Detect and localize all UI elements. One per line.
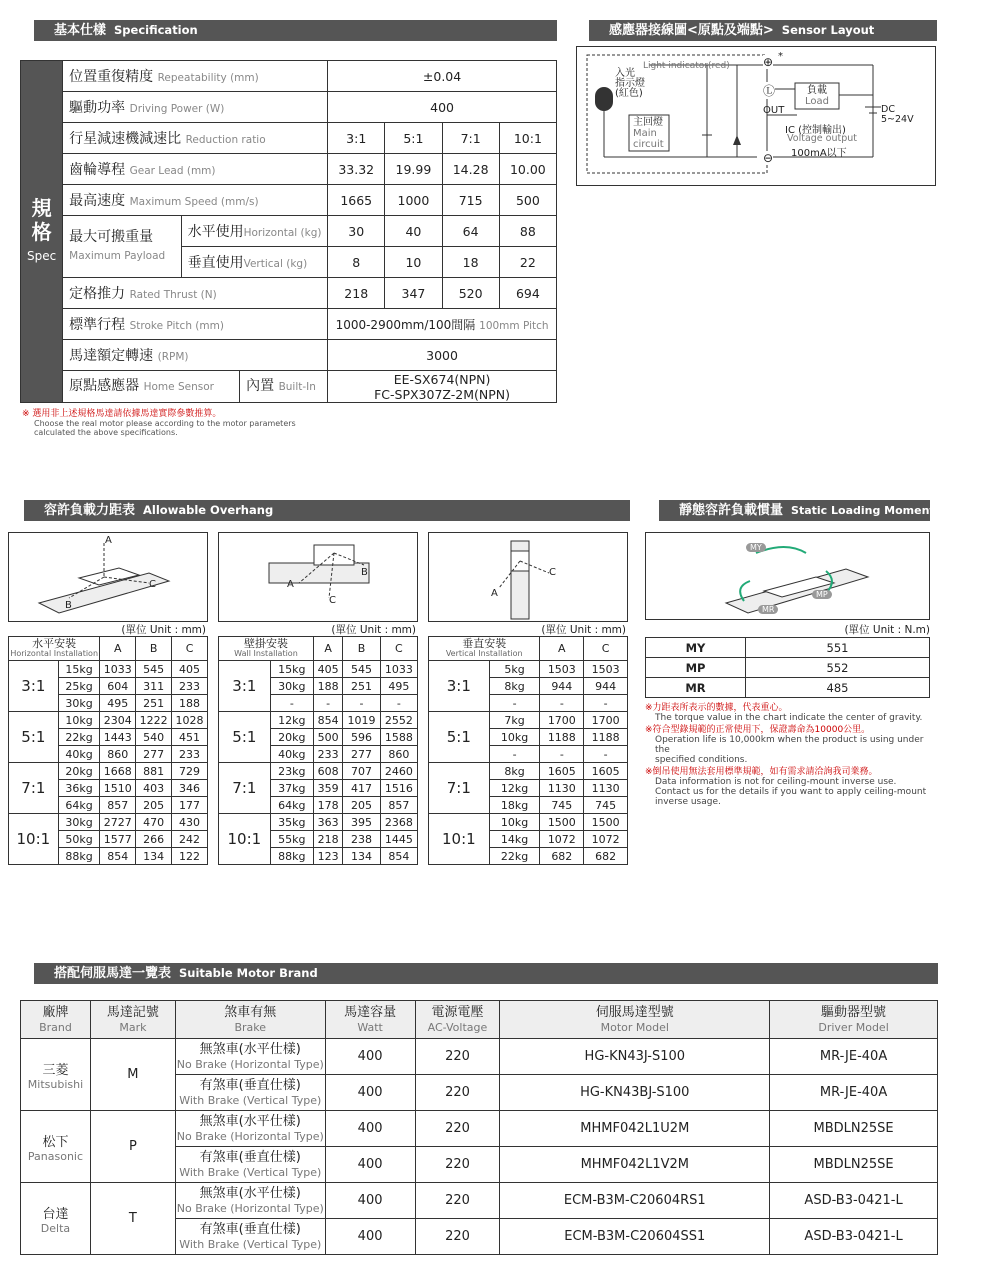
motor-col-header: 馬達記號 Mark <box>90 1001 175 1039</box>
value-cell: 1605 <box>584 763 628 780</box>
spec-header <box>20 20 557 41</box>
brand-cell: 台達 Delta <box>21 1183 91 1255</box>
sensor-header: 感應器接線圖<原點及端點> Sensor Layout <box>575 20 937 41</box>
sensor-vout-label: Voltage output <box>787 133 857 144</box>
repeat-value: ±0.04 <box>328 61 557 92</box>
value-cell: - <box>380 695 417 712</box>
watt-cell: 400 <box>325 1219 415 1255</box>
spec-side-label: 規 格 Spec <box>21 61 63 403</box>
value-cell: 277 <box>136 746 172 763</box>
sensor-out-label: OUT <box>763 105 785 116</box>
horizontal-overhang-table <box>8 636 208 865</box>
value-cell: 2368 <box>380 814 417 831</box>
value-cell: 1188 <box>584 729 628 746</box>
value-cell: 218 <box>313 831 342 848</box>
value-cell: 451 <box>172 729 208 746</box>
stroke-value: 1000-2900mm/100間隔 100mm Pitch <box>328 309 557 340</box>
ratio-cell: 10:1 <box>9 814 59 865</box>
brake-cell: 有煞車(垂直仕樣) With Brake (Vertical Type) <box>175 1075 325 1111</box>
fig-label-a: A <box>287 579 294 590</box>
value-cell: 860 <box>100 746 136 763</box>
load-cell: 88kg <box>58 848 100 865</box>
load-terminal-icon: Ⓛ <box>763 84 776 98</box>
driver-model-cell: MBDLN25SE <box>770 1147 938 1183</box>
value-cell: 857 <box>100 797 136 814</box>
sensor-ma-label: 100mA以下 <box>791 148 847 159</box>
sensor-main-circuit: 主回燈 Main circuit <box>633 117 664 150</box>
value-cell: 417 <box>343 780 380 797</box>
value-cell: 2552 <box>380 712 417 729</box>
moment-figure <box>645 532 930 620</box>
load-cell: 64kg <box>270 797 313 814</box>
value-cell: 854 <box>380 848 417 865</box>
motor-model-cell: HG-KN43J-S100 <box>500 1039 770 1075</box>
brake-cell: 有煞車(垂直仕樣) With Brake (Vertical Type) <box>175 1219 325 1255</box>
value-cell: 857 <box>380 797 417 814</box>
value-cell: 359 <box>313 780 342 797</box>
driver-model-cell: MBDLN25SE <box>770 1111 938 1147</box>
ratio-cell: 10:1 <box>219 814 271 865</box>
value-cell: 405 <box>313 661 342 678</box>
value-cell: 233 <box>172 746 208 763</box>
payload-h-value: 40 <box>385 216 442 247</box>
unit-label: (單位 Unit : mm) <box>541 624 626 636</box>
moment-key: MR <box>646 678 746 698</box>
value-cell: - <box>584 695 628 712</box>
value-cell: 1130 <box>584 780 628 797</box>
sensor-light-zh: 入光 指示燈 (紅色) <box>615 68 645 99</box>
load-cell: 5kg <box>489 661 540 678</box>
lead-value: 14.28 <box>442 154 499 185</box>
value-cell: 233 <box>313 746 342 763</box>
vertical-overhang-table <box>428 636 628 865</box>
ratio-cell: 7:1 <box>219 763 271 814</box>
value-cell: 123 <box>313 848 342 865</box>
payload-v-value: 18 <box>442 247 499 278</box>
load-cell: 37kg <box>270 780 313 797</box>
value-cell: 2304 <box>100 712 136 729</box>
value-cell: 1588 <box>380 729 417 746</box>
value-cell: - <box>584 746 628 763</box>
value-cell: 363 <box>313 814 342 831</box>
spec-header-en: Specification <box>114 23 198 37</box>
ratio-cell: 5:1 <box>219 712 271 763</box>
value-cell: 233 <box>172 678 208 695</box>
load-cell: 23kg <box>270 763 313 780</box>
power-value: 400 <box>328 92 557 123</box>
motor-header: 搭配伺服馬達一覽表 Suitable Motor Brand <box>20 963 938 984</box>
load-cell: 30kg <box>270 678 313 695</box>
load-cell: 18kg <box>489 797 540 814</box>
moment-value: 551 <box>746 638 930 658</box>
moment-table <box>645 637 930 698</box>
brake-cell: 有煞車(垂直仕樣) With Brake (Vertical Type) <box>175 1147 325 1183</box>
value-cell: 1700 <box>584 712 628 729</box>
home-label: 原點感應器 Home Sensor 內置 Built-In <box>63 371 328 403</box>
power-label: 驅動功率 Driving Power (W) <box>63 92 328 123</box>
driver-model-cell: ASD-B3-0421-L <box>770 1183 938 1219</box>
load-cell: - <box>270 695 313 712</box>
vertical-install-figure <box>428 532 628 622</box>
value-cell: 1130 <box>540 780 584 797</box>
table-header: 壁掛安裝 Wall Installation <box>219 637 314 661</box>
plus-terminal-icon: ⊕ <box>763 55 774 69</box>
fig-label-c: C <box>549 567 556 578</box>
ratio-value: 7:1 <box>442 123 499 154</box>
value-cell: 242 <box>172 831 208 848</box>
motor-col-header: 驅動器型號 Driver Model <box>770 1001 938 1039</box>
motor-model-cell: ECM-B3M-C20604RS1 <box>500 1183 770 1219</box>
value-cell: 682 <box>584 848 628 865</box>
value-cell: 729 <box>172 763 208 780</box>
load-cell: 64kg <box>58 797 100 814</box>
value-cell: 266 <box>136 831 172 848</box>
moment-notes: ※力距表所表示的數據，代表重心。 The torque value in the chart indicate the center of gravity. ※符合型錄規範的正常使用下，保證壽命為10000公里。 Operation life is 10,000km when the product is using under the specified conditions. ※倒吊使用無法套用標準規範，如有需求請洽詢我司業務。 Data information is not for ceiling-mount inverse use. Contact us for the details if you want to apply ceiling-mount inverse usage. <box>645 703 927 807</box>
load-cell: 20kg <box>58 763 100 780</box>
watt-cell: 400 <box>325 1075 415 1111</box>
motor-col-header: 廠牌 Brand <box>21 1001 91 1039</box>
fig-label-c: C <box>149 579 156 590</box>
motor-col-header: 電源電壓 AC-Voltage <box>415 1001 500 1039</box>
ratio-cell: 7:1 <box>9 763 59 814</box>
load-cell: 40kg <box>58 746 100 763</box>
value-cell: 1019 <box>343 712 380 729</box>
motor-model-cell: MHMF042L1V2M <box>500 1147 770 1183</box>
load-cell: 30kg <box>58 695 100 712</box>
value-cell: 1072 <box>540 831 584 848</box>
sensor-ic-label: IC (控制輸出) <box>785 125 846 136</box>
value-cell: 1700 <box>540 712 584 729</box>
horizontal-install-figure <box>8 532 208 622</box>
value-cell: 470 <box>136 814 172 831</box>
value-cell: 277 <box>343 746 380 763</box>
spec-table <box>20 60 557 403</box>
value-cell: 545 <box>343 661 380 678</box>
value-cell: 745 <box>584 797 628 814</box>
speed-label: 最高速度 Maximum Speed (mm/s) <box>63 185 328 216</box>
value-cell: 205 <box>136 797 172 814</box>
value-cell: 604 <box>100 678 136 695</box>
value-cell: 178 <box>313 797 342 814</box>
value-cell: 745 <box>540 797 584 814</box>
value-cell: - <box>540 695 584 712</box>
table-header: A <box>540 637 584 661</box>
home-value: EE-SX674(NPN) FC-SPX307Z-2M(NPN) <box>328 371 557 403</box>
voltage-cell: 220 <box>415 1147 500 1183</box>
driver-model-cell: ASD-B3-0421-L <box>770 1219 938 1255</box>
value-cell: 1445 <box>380 831 417 848</box>
value-cell: - <box>313 695 342 712</box>
moment-unit: (單位 Unit : N.m) <box>844 624 930 636</box>
lead-label: 齒輪導程 Gear Lead (mm) <box>63 154 328 185</box>
sensor-dc: DC 5~24V <box>881 104 914 125</box>
value-cell: 430 <box>172 814 208 831</box>
watt-cell: 400 <box>325 1183 415 1219</box>
sensor-star: * <box>778 51 783 62</box>
thrust-value: 694 <box>499 278 556 309</box>
mr-badge: MR <box>758 605 778 614</box>
load-cell: 22kg <box>489 848 540 865</box>
value-cell: 1222 <box>136 712 172 729</box>
value-cell: 1443 <box>100 729 136 746</box>
value-cell: 177 <box>172 797 208 814</box>
value-cell: 1503 <box>584 661 628 678</box>
mark-cell: T <box>90 1183 175 1255</box>
load-cell: 8kg <box>489 763 540 780</box>
table-header: B <box>343 637 380 661</box>
ratio-value: 10:1 <box>499 123 556 154</box>
value-cell: 854 <box>100 848 136 865</box>
voltage-cell: 220 <box>415 1075 500 1111</box>
spec-note: ※ 選用非上述規格馬達請依據馬達實際參數推算。 Choose the real motor please according to the motor parameters calculated the above specifications. <box>22 409 296 437</box>
sensor-load: 負載 Load <box>805 85 829 107</box>
value-cell: 2460 <box>380 763 417 780</box>
value-cell: 1500 <box>540 814 584 831</box>
thrust-label: 定格推力 Rated Thrust (N) <box>63 278 328 309</box>
speed-value: 715 <box>442 185 499 216</box>
ratio-cell: 3:1 <box>9 661 59 712</box>
value-cell: 134 <box>343 848 380 865</box>
speed-value: 1665 <box>328 185 385 216</box>
driver-model-cell: MR-JE-40A <box>770 1039 938 1075</box>
brake-cell: 無煞車(水平仕樣) No Brake (Horizontal Type) <box>175 1111 325 1147</box>
moment-key: MP <box>646 658 746 678</box>
rpm-value: 3000 <box>328 340 557 371</box>
ratio-label: 行星減速機減速比 Reduction ratio <box>63 123 328 154</box>
watt-cell: 400 <box>325 1111 415 1147</box>
motor-table <box>20 1000 938 1255</box>
overhang-header: 容許負載力距表 Allowable Overhang <box>10 500 630 521</box>
table-header: C <box>380 637 417 661</box>
fig-label-a: A <box>105 535 112 546</box>
fig-label-a: A <box>491 588 498 599</box>
value-cell: 1028 <box>172 712 208 729</box>
value-cell: 1668 <box>100 763 136 780</box>
lead-value: 10.00 <box>499 154 556 185</box>
repeat-label: 位置重復精度 Repeatability (mm) <box>63 61 328 92</box>
lead-value: 33.32 <box>328 154 385 185</box>
minus-terminal-icon: ⊖ <box>763 151 774 165</box>
stroke-label: 標準行程 Stroke Pitch (mm) <box>63 309 328 340</box>
value-cell: 188 <box>172 695 208 712</box>
value-cell: 405 <box>172 661 208 678</box>
table-header: 水平安裝 Horizontal Installation <box>9 637 100 661</box>
fig-label-b: B <box>65 600 72 611</box>
value-cell: 1072 <box>584 831 628 848</box>
load-cell: 12kg <box>270 712 313 729</box>
payload-h-value: 30 <box>328 216 385 247</box>
thrust-value: 347 <box>385 278 442 309</box>
ratio-cell: 3:1 <box>429 661 490 712</box>
load-cell: 88kg <box>270 848 313 865</box>
value-cell: 707 <box>343 763 380 780</box>
value-cell: 1503 <box>540 661 584 678</box>
load-cell: 14kg <box>489 831 540 848</box>
value-cell: 540 <box>136 729 172 746</box>
load-cell: 15kg <box>270 661 313 678</box>
value-cell: 1516 <box>380 780 417 797</box>
moment-header: 靜態容許負載慣量 Static Loading Moment <box>645 500 930 521</box>
thrust-value: 218 <box>328 278 385 309</box>
moment-value: 485 <box>746 678 930 698</box>
value-cell: 403 <box>136 780 172 797</box>
payload-h-label: 水平使用Horizontal (kg) <box>181 216 328 247</box>
voltage-cell: 220 <box>415 1111 500 1147</box>
rpm-label: 馬達額定轉速 (RPM) <box>63 340 328 371</box>
motor-model-cell: ECM-B3M-C20604SS1 <box>500 1219 770 1255</box>
value-cell: 495 <box>100 695 136 712</box>
moment-value: 552 <box>746 658 930 678</box>
load-cell: 36kg <box>58 780 100 797</box>
value-cell: 238 <box>343 831 380 848</box>
brand-cell: 三菱 Mitsubishi <box>21 1039 91 1111</box>
thrust-value: 520 <box>442 278 499 309</box>
load-cell: 50kg <box>58 831 100 848</box>
load-cell: 7kg <box>489 712 540 729</box>
value-cell: 545 <box>136 661 172 678</box>
value-cell: 1500 <box>584 814 628 831</box>
ratio-cell: 3:1 <box>219 661 271 712</box>
value-cell: 860 <box>380 746 417 763</box>
watt-cell: 400 <box>325 1039 415 1075</box>
load-cell: - <box>489 695 540 712</box>
value-cell: - <box>540 746 584 763</box>
value-cell: 251 <box>136 695 172 712</box>
value-cell: 682 <box>540 848 584 865</box>
table-header: 垂直安裝 Vertical Installation <box>429 637 540 661</box>
payload-label: 最大可搬重量 Maximum Payload <box>63 216 181 278</box>
brake-cell: 無煞車(水平仕樣) No Brake (Horizontal Type) <box>175 1039 325 1075</box>
fig-label-c: C <box>329 595 336 606</box>
unit-label: (單位 Unit : mm) <box>121 624 206 636</box>
ratio-cell: 5:1 <box>429 712 490 763</box>
ratio-value: 3:1 <box>328 123 385 154</box>
value-cell: 944 <box>540 678 584 695</box>
value-cell: 854 <box>313 712 342 729</box>
payload-v-value: 8 <box>328 247 385 278</box>
value-cell: 134 <box>136 848 172 865</box>
mark-cell: M <box>90 1039 175 1111</box>
value-cell: 596 <box>343 729 380 746</box>
load-cell: 55kg <box>270 831 313 848</box>
table-header: A <box>100 637 136 661</box>
value-cell: 608 <box>313 763 342 780</box>
value-cell: 495 <box>380 678 417 695</box>
value-cell: 188 <box>313 678 342 695</box>
value-cell: 944 <box>584 678 628 695</box>
value-cell: 311 <box>136 678 172 695</box>
load-cell: 12kg <box>489 780 540 797</box>
payload-h-value: 64 <box>442 216 499 247</box>
motor-model-cell: MHMF042L1U2M <box>500 1111 770 1147</box>
payload-v-label: 垂直使用Vertical (kg) <box>181 247 328 278</box>
voltage-cell: 220 <box>415 1039 500 1075</box>
value-cell: 122 <box>172 848 208 865</box>
table-header: B <box>136 637 172 661</box>
value-cell: 881 <box>136 763 172 780</box>
value-cell: 1188 <box>540 729 584 746</box>
load-cell: 35kg <box>270 814 313 831</box>
voltage-cell: 220 <box>415 1219 500 1255</box>
fig-label-b: B <box>361 567 368 578</box>
lead-value: 19.99 <box>385 154 442 185</box>
value-cell: 500 <box>313 729 342 746</box>
load-cell: 8kg <box>489 678 540 695</box>
ratio-cell: 10:1 <box>429 814 490 865</box>
load-cell: 20kg <box>270 729 313 746</box>
load-cell: 10kg <box>489 814 540 831</box>
value-cell: - <box>343 695 380 712</box>
speed-value: 500 <box>499 185 556 216</box>
watt-cell: 400 <box>325 1147 415 1183</box>
value-cell: 1577 <box>100 831 136 848</box>
motor-col-header: 煞車有無 Brake <box>175 1001 325 1039</box>
value-cell: 205 <box>343 797 380 814</box>
value-cell: 2727 <box>100 814 136 831</box>
table-header: C <box>172 637 208 661</box>
my-badge: MY <box>746 543 766 552</box>
payload-v-value: 22 <box>499 247 556 278</box>
load-cell: 30kg <box>58 814 100 831</box>
mark-cell: P <box>90 1111 175 1183</box>
ratio-cell: 7:1 <box>429 763 490 814</box>
value-cell: 1033 <box>380 661 417 678</box>
moment-key: MY <box>646 638 746 658</box>
ratio-cell: 5:1 <box>9 712 59 763</box>
wall-install-figure <box>218 532 418 622</box>
load-cell: 10kg <box>58 712 100 729</box>
unit-label: (單位 Unit : mm) <box>331 624 416 636</box>
sensor-diagram <box>576 46 936 186</box>
value-cell: 251 <box>343 678 380 695</box>
payload-h-value: 88 <box>499 216 556 247</box>
load-cell: 22kg <box>58 729 100 746</box>
load-cell: 25kg <box>58 678 100 695</box>
motor-model-cell: HG-KN43BJ-S100 <box>500 1075 770 1111</box>
table-header: A <box>313 637 342 661</box>
load-cell: 40kg <box>270 746 313 763</box>
brand-cell: 松下 Panasonic <box>21 1111 91 1183</box>
motor-col-header: 馬達容量 Watt <box>325 1001 415 1039</box>
motor-col-header: 伺服馬達型號 Motor Model <box>500 1001 770 1039</box>
wall-overhang-table <box>218 636 418 865</box>
load-cell: 15kg <box>58 661 100 678</box>
value-cell: 346 <box>172 780 208 797</box>
spec-header-zh: 基本仕樣 <box>54 23 107 38</box>
brake-cell: 無煞車(水平仕樣) No Brake (Horizontal Type) <box>175 1183 325 1219</box>
load-cell: - <box>489 746 540 763</box>
payload-v-value: 10 <box>385 247 442 278</box>
table-header: C <box>584 637 628 661</box>
speed-value: 1000 <box>385 185 442 216</box>
value-cell: 395 <box>343 814 380 831</box>
sensor-light-label: Light indicator(red) <box>643 61 730 71</box>
mp-badge: MP <box>812 590 832 599</box>
driver-model-cell: MR-JE-40A <box>770 1075 938 1111</box>
value-cell: 1510 <box>100 780 136 797</box>
voltage-cell: 220 <box>415 1183 500 1219</box>
load-cell: 10kg <box>489 729 540 746</box>
ratio-value: 5:1 <box>385 123 442 154</box>
value-cell: 1033 <box>100 661 136 678</box>
value-cell: 1605 <box>540 763 584 780</box>
